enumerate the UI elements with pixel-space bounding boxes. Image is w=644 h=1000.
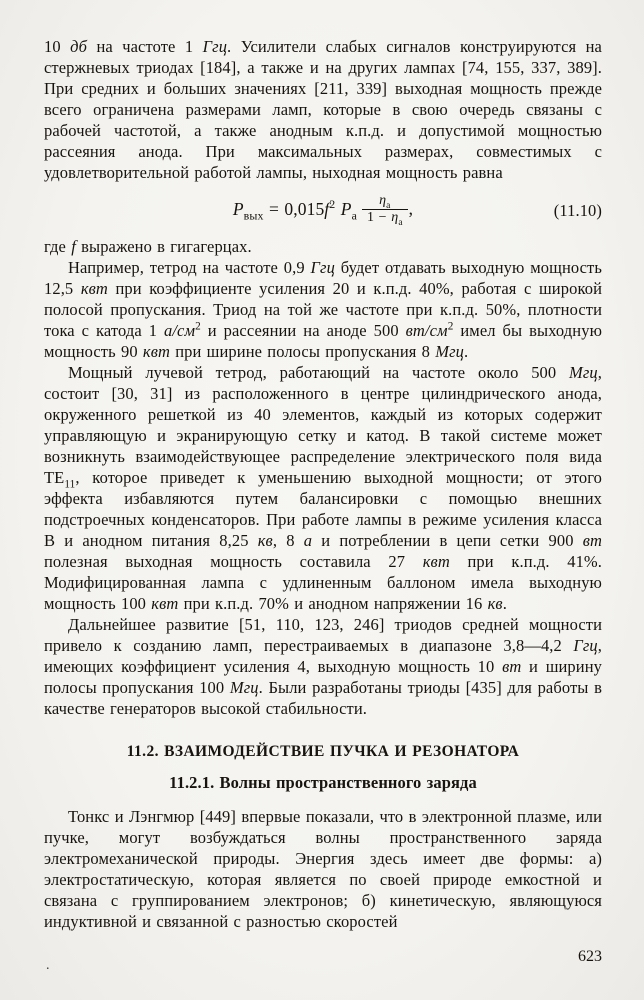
paragraph-development: Дальнейшее развитие [51, 110, 123, 246] триодов средней мощности привело к созданию ламп, перестраиваемых в диапазоне 3,8—4,2 Ггц, имеющих коэффициент усиления 4, выходную мощность 10 вт и ширину полосы пропускания 100 Мгц. Были разработаны триоды [435] для работы в качестве генераторов высокой стабильности. — [44, 615, 602, 719]
formula-trailing-comma: , — [408, 198, 414, 219]
formula-fraction — [362, 193, 408, 226]
section-heading-11-2: 11.2. ВЗАИМОДЕЙСТВИЕ ПУЧКА И РЕЗОНАТОРА — [126, 743, 520, 761]
equation-number: (11.10) — [553, 201, 602, 221]
paragraph-beam-tetrode: Мощный лучевой тетрод, работающий на частоте около 500 Мгц, состоит [30, 31] из расположенного в центре цилиндрического анода, окруженного решеткой из 40 элементов, каждый из которых содержит управляющую и экранирующую сетку и катод. В такой системе может возникнуть взаимодействующее распределение электрического поля вида $ТЕ_{11}$, которое приведет к уменьшению выходной мощности; от этого эффекта избавляются путем балансировки с помощью внешних подстроечных конденсаторов. При работе лампы в режиме усиления класса В и анодном питания 8,25 кв, 8 а и потреблении в цепи сетки 900 вт полезная выходная мощность составила 27 квт при к.п.д. 41%. Модифицированная лампа с удлиненным баллоном имела выходную мощность 100 квт при к.п.д. 70% и анодном напряжении 16 кв. — [44, 363, 603, 614]
page-number: 623 — [578, 948, 602, 965]
subsection-heading-11-2-1: 11.2.1. Волны пространственного заряда — [169, 773, 477, 793]
paragraph-example: Например, тетрод на частоте 0,9 Ггц будет отдавать выходную мощность 12,5 квт при коэффициенте усиления 20 и к.п.д. 40%, работая с широкой полосой пропускания. Триод на той же частоте при к.п.д. 50%, плотности тока с катода 1 $а/см^2$ и рассеянии на аноде 500 $вт/см^2$ имел бы выходную мощность 90 квт при ширине полосы пропускания 8 Мгц. — [44, 258, 603, 362]
paragraph-plasma-waves: Тонкс и Лэнгмюр [449] впервые показали, что в электронной плазме, или пучке, могут возбуждаться волны пространственного заряда электромеханической природы. Энергия здесь имеет две формы: а) электростатическую, которая является по своей природе емкостной и связана с группированием электронов; б) кинетическую, являющуюся индуктивной и связанной с разностью скоростей — [44, 807, 602, 932]
formula-body — [114, 194, 532, 227]
fraction-numerator: $\eta_а$ — [379, 193, 391, 211]
formula-lhs: $P_{вых} = 0,015f^2$ $P_а$ — [232, 196, 357, 223]
equation-11-10 — [44, 194, 602, 227]
paragraph-amplifiers: 10 дб на частоте 1 Ггц. Усилители слабых сигналов конструируются на стержневых триодах [184], а также и на других лампах [74, 155, 337, 389]. При средних и больших значениях [211, 339] выходная мощность прежде всего ограничена размерами ламп, которые в свою очередь связаны с рабочей частотой, а также анодным к.п.д. и допустимой мощностью рассеяния анода. При максимальных размерах, совместимых с удовлетворительной работой лампы, ныходная мощность равна — [44, 37, 602, 182]
paragraph-formula-note: где f выражено в гигагерцах. — [44, 237, 252, 257]
scan-artifact-dot: . — [46, 958, 50, 973]
page-content — [44, 36, 602, 932]
fraction-denominator: $1 - \eta_а$ — [362, 209, 408, 226]
